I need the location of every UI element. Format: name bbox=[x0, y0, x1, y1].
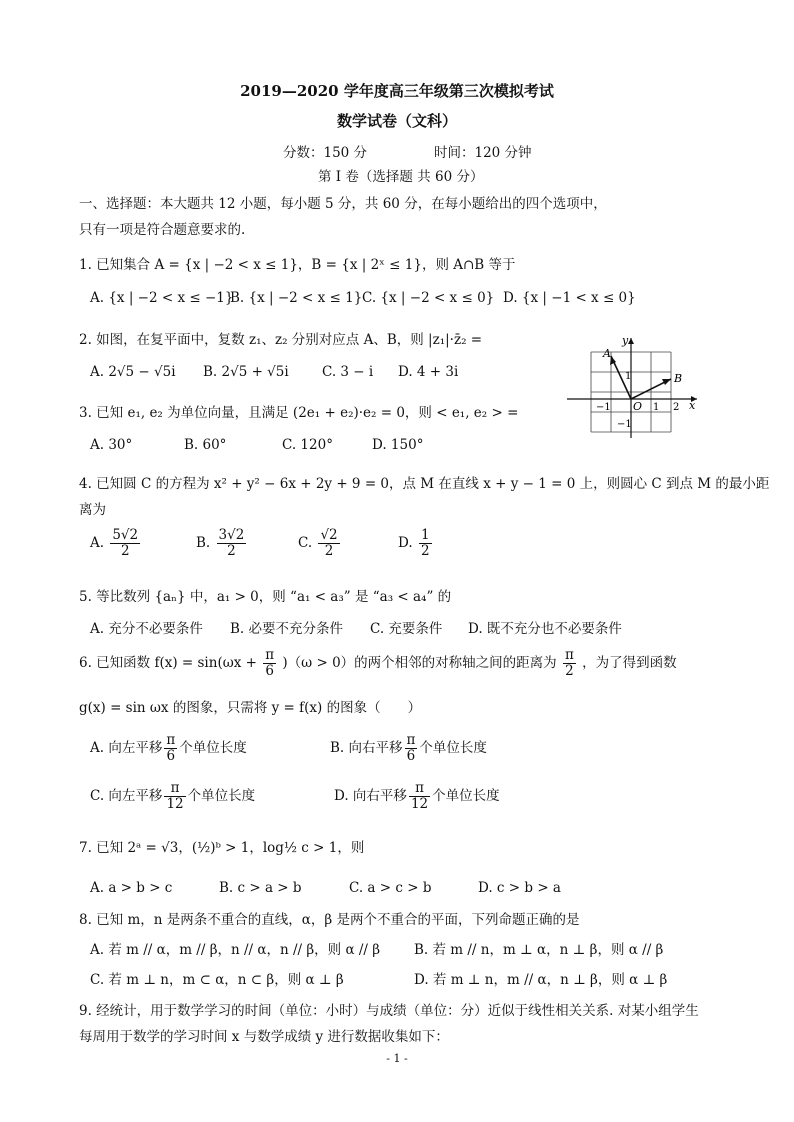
exam-subtitle: 数学试卷（文科） bbox=[336, 112, 457, 130]
q4-d-fraction bbox=[419, 528, 432, 559]
q2-stem: 2. 如图，在复平面中，复数 z₁、z₂ 分别对应点 A、B，则 |z₁|·z̄₂ = bbox=[79, 332, 483, 348]
q6-frac1-num: π bbox=[265, 647, 275, 663]
q7-option-c: C. a > c > b bbox=[349, 880, 432, 896]
q2-option-a: A. 2√5 − √5i bbox=[90, 364, 176, 380]
tick-x2: 2 bbox=[673, 402, 680, 413]
q2-option-c: C. 3 − i bbox=[322, 364, 374, 380]
q6-c-den: 12 bbox=[166, 796, 184, 812]
page-number: - 1 - bbox=[386, 1052, 408, 1065]
q6-a-num: π bbox=[166, 732, 176, 748]
q6-d-den: 12 bbox=[410, 796, 429, 812]
q6-stem-cont: g(x) = sin ωx 的图象，只需将 y = f(x) 的图象（ ） bbox=[79, 700, 422, 716]
q4-b-numerator: 3√2 bbox=[218, 527, 245, 543]
complex-plane-svg bbox=[565, 332, 705, 440]
q4-option-a bbox=[90, 528, 142, 559]
section-intro-line1: 一、选择题：本大题共 12 小题，每小题 5 分，共 60 分，在每小题给出的四个选项中， bbox=[79, 196, 607, 212]
q6-option-d bbox=[334, 781, 500, 812]
q7-option-b: B. c > a > b bbox=[219, 880, 302, 896]
q3-option-b: B. 60° bbox=[184, 437, 227, 453]
q6-b-den: 6 bbox=[406, 748, 416, 764]
q6-stem-middle: )（ω > 0）的两个相邻的对称轴之间的距离为 bbox=[282, 655, 557, 671]
q6-stem-prefix: 6. 已知函数 f(x) = sin(ωx + bbox=[79, 655, 257, 671]
q6-c-prefix: C. 向左平移 bbox=[90, 788, 163, 804]
q6-frac2-den: 2 bbox=[565, 663, 574, 679]
q8-option-c: C. 若 m ⊥ n，m ⊂ α，n ⊂ β，则 α ⊥ β bbox=[90, 972, 344, 988]
tick-y-neg1: −1 bbox=[617, 419, 632, 430]
y-axis-arrow bbox=[628, 338, 634, 344]
q4-a-denominator: 2 bbox=[120, 543, 130, 559]
tick-x1: 1 bbox=[653, 402, 660, 413]
section-intro-line2: 只有一项是符合题意要求的. bbox=[79, 222, 246, 238]
q4-option-d bbox=[398, 528, 434, 559]
q3-option-c: C. 120° bbox=[282, 437, 333, 453]
q6-a-prefix: A. 向左平移 bbox=[90, 740, 163, 756]
q6-frac1-den: 6 bbox=[265, 663, 274, 679]
complex-plane-figure bbox=[565, 332, 705, 440]
q4-c-fraction bbox=[318, 528, 339, 559]
q1-stem: 1. 已知集合 A = {x | −2 < x ≤ 1}，B = {x | 2ˣ ≤ 1}，则 A∩B 等于 bbox=[79, 257, 516, 273]
q6-a-suffix: 个单位长度 bbox=[179, 740, 247, 756]
q4-d-prefix: D. bbox=[398, 535, 413, 551]
tick-x-neg1: −1 bbox=[596, 402, 611, 413]
q4-b-fraction bbox=[217, 528, 247, 559]
q6-d-prefix: D. 向右平移 bbox=[334, 788, 407, 804]
q4-option-c bbox=[298, 528, 342, 559]
q5-option-a: A. 充分不必要条件 bbox=[90, 621, 203, 637]
q4-a-numerator: 5√2 bbox=[112, 527, 139, 543]
q6-c-fraction bbox=[164, 781, 185, 812]
q8-option-b: B. 若 m // n，m ⊥ α，n ⊥ β，则 α // β bbox=[414, 942, 664, 958]
q4-d-denominator: 2 bbox=[420, 543, 430, 559]
q4-c-prefix: C. bbox=[298, 535, 313, 551]
q3-stem: 3. 已知 e₁, e₂ 为单位向量，且满足 (2e₁ + e₂)·e₂ = 0，则 < e₁, e₂ > = bbox=[79, 405, 519, 421]
q5-option-c: C. 充要条件 bbox=[370, 621, 443, 637]
q6-c-suffix: 个单位长度 bbox=[187, 788, 256, 804]
score-info: 分数：150 分 bbox=[283, 145, 368, 161]
q6-b-prefix: B. 向右平移 bbox=[330, 740, 403, 756]
q1-option-a: A. {x | −2 < x ≤ −1} bbox=[90, 290, 234, 306]
q5-option-d: D. 既不充分也不必要条件 bbox=[468, 621, 622, 637]
q6-b-num: π bbox=[406, 732, 416, 748]
q7-stem: 7. 已知 2ᵃ = √3，(½)ᵇ > 1，log½ c > 1，则 bbox=[79, 840, 365, 856]
q1-option-d: D. {x | −1 < x ≤ 0} bbox=[503, 290, 636, 306]
volume-heading: 第 I 卷（选择题 共 60 分） bbox=[318, 169, 484, 185]
q7-option-d: D. c > b > a bbox=[478, 880, 561, 896]
q6-a-fraction bbox=[164, 733, 177, 764]
q8-option-d: D. 若 m ⊥ n，m // α，n ⊥ β，则 α ⊥ β bbox=[414, 972, 668, 988]
q6-b-fraction bbox=[405, 733, 418, 764]
q4-c-numerator: √2 bbox=[320, 527, 338, 543]
label-a: A bbox=[603, 347, 611, 360]
q8-option-a: A. 若 m // α，m // β，n // α，n // β，则 α // β bbox=[90, 942, 381, 958]
q6-stem bbox=[79, 648, 677, 679]
q3-option-d: D. 150° bbox=[372, 437, 424, 453]
label-y: y bbox=[622, 334, 629, 347]
exam-title: 2019—2020 学年度高三年级第三次模拟考试 bbox=[240, 82, 554, 100]
q6-frac2-num: π bbox=[564, 647, 574, 663]
q1-option-c: C. {x | −2 < x ≤ 0} bbox=[362, 290, 495, 306]
label-x: x bbox=[689, 399, 696, 412]
q8-stem: 8. 已知 m，n 是两条不重合的直线，α，β 是两个不重合的平面，下列命题正确的是 bbox=[79, 912, 580, 928]
label-origin: O bbox=[633, 400, 643, 413]
q2-option-d: D. 4 + 3i bbox=[398, 364, 459, 380]
q2-option-b: B. 2√5 + √5i bbox=[203, 364, 289, 380]
q4-a-fraction bbox=[110, 528, 140, 559]
q3-option-a: A. 30° bbox=[90, 437, 133, 453]
q7-option-a: A. a > b > c bbox=[90, 880, 173, 896]
q6-stem-suffix: ，为了得到函数 bbox=[582, 655, 677, 671]
q6-d-num: π bbox=[409, 781, 430, 797]
q4-stem-cont: 离为 bbox=[79, 502, 106, 518]
q6-d-fraction bbox=[409, 781, 430, 812]
q5-option-b: B. 必要不充分条件 bbox=[230, 621, 344, 637]
time-info: 时间：120 分钟 bbox=[434, 145, 532, 161]
q4-option-b bbox=[196, 528, 248, 559]
q6-b-suffix: 个单位长度 bbox=[419, 740, 487, 756]
q6-option-a bbox=[90, 733, 247, 764]
q9-stem-cont: 每周用于数学的学习时间 x 与数学成绩 y 进行数据收集如下： bbox=[79, 1029, 449, 1045]
q6-d-suffix: 个单位长度 bbox=[432, 788, 500, 804]
q4-b-prefix: B. bbox=[196, 535, 211, 551]
q4-a-prefix: A. bbox=[90, 535, 105, 551]
q4-d-numerator: 1 bbox=[420, 527, 430, 543]
q1-option-b: B. {x | −2 < x ≤ 1} bbox=[230, 290, 363, 306]
q5-stem: 5. 等比数列 {aₙ} 中，a₁ > 0，则 “a₁ < a₃” 是 “a₃ < a₄” 的 bbox=[79, 589, 452, 605]
tick-y1: 1 bbox=[625, 371, 632, 382]
q6-option-b bbox=[330, 733, 487, 764]
q9-stem: 9. 经统计，用于数学学习的时间（单位：小时）与成绩（单位：分）近似于线性相关关系. 对某小组学生 bbox=[79, 1003, 699, 1019]
q6-stem-fraction2 bbox=[563, 648, 576, 679]
q6-stem-fraction1 bbox=[263, 648, 276, 679]
q6-c-num: π bbox=[164, 781, 185, 797]
q6-a-den: 6 bbox=[166, 748, 176, 764]
q6-option-c bbox=[90, 781, 255, 812]
q4-stem: 4. 已知圆 C 的方程为 x² + y² − 6x + 2y + 9 = 0，点 M 在直线 x + y − 1 = 0 上，则圆心 C 到点 M 的最小距 bbox=[79, 476, 770, 492]
label-b: B bbox=[674, 372, 683, 385]
q4-c-denominator: 2 bbox=[324, 543, 334, 559]
q4-b-denominator: 2 bbox=[227, 543, 236, 559]
